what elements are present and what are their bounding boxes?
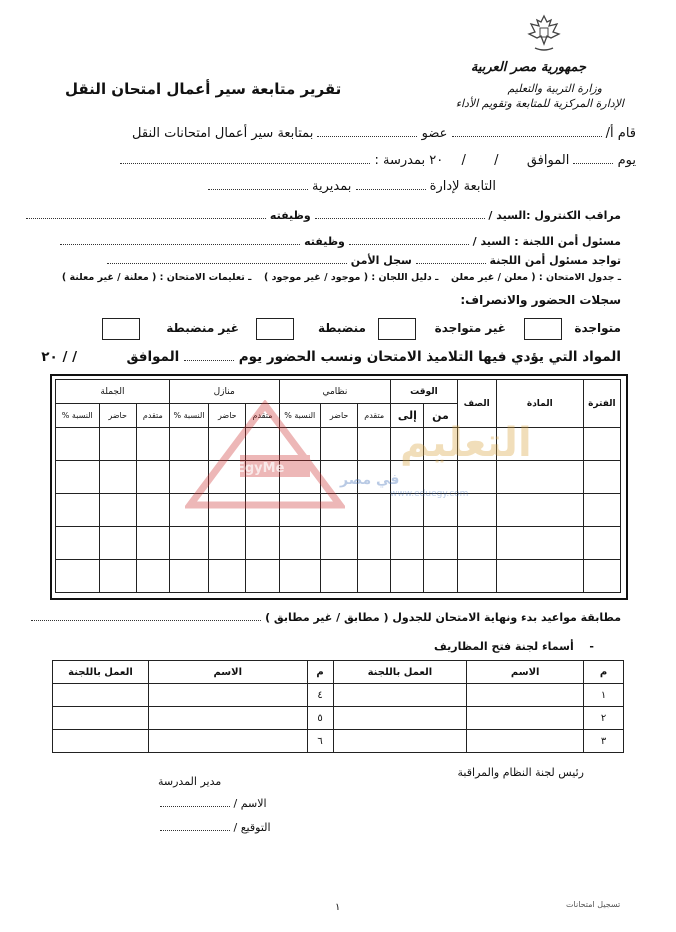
col-subject: المادة (496, 380, 583, 428)
committee-security-label: مسئول أمن اللجنة : السيد / (472, 235, 621, 248)
sub-present: حاضر (99, 404, 136, 428)
job-label-2: وظيفته (304, 235, 345, 248)
table-row (53, 707, 624, 730)
not-disciplined-checkbox[interactable] (102, 318, 140, 340)
env-col-num-right: م (584, 661, 624, 684)
not-present-checkbox[interactable] (378, 318, 416, 340)
job-label-1: وظيفته (269, 209, 311, 222)
exam-instructions-label: ـ تعليمات الامتحان : ( معلنة / غير معلنة ) (61, 272, 252, 283)
watermark-logo: EgyMe (236, 461, 285, 476)
env-col-work-right: العمل باللجنة (333, 661, 467, 684)
env-col-name-right: الاسم (467, 661, 584, 684)
intro-line-3 (208, 179, 496, 194)
intro-qam: قام أ/ (605, 126, 636, 141)
col-regular: نظامي (279, 380, 391, 404)
intro-member: عضو (421, 126, 448, 141)
table-row (56, 527, 621, 560)
exam-info-line (62, 272, 621, 283)
watermark-text-1: التعليم (400, 420, 532, 466)
intro-line-2 (120, 153, 636, 168)
subjects-heading-text: المواد التي يؤدي فيها التلاميذ الامتحان ونسب الحضور يوم (238, 349, 621, 365)
ministry-line-2: وزارة التربية والتعليم (507, 82, 602, 95)
committee-security-line (60, 235, 621, 248)
env-num: ٦ (307, 730, 333, 753)
attendance-records-label: سجلات الحضور والانصراف: (460, 293, 621, 307)
env-col-name-left: الاسم (148, 661, 307, 684)
subjects-heading-date: / / ٢٠ (41, 349, 78, 365)
name-label: الاسم / (233, 797, 267, 810)
env-num: ١ (584, 684, 624, 707)
sub-percent: النسبة % (56, 404, 100, 428)
control-monitor-label: مراقب الكنترول :السيد / (488, 209, 621, 222)
sub-applicant: متقدم (246, 404, 279, 428)
ministry-line-3: الإدارة المركزية للمتابعة وتقويم الأداء (455, 97, 624, 110)
intro-slash-2: / (461, 153, 466, 168)
matching-line (31, 611, 621, 624)
col-home: منازل (169, 380, 279, 404)
chair-label: رئيس لجنة النظام والمراقبة (457, 766, 584, 779)
sign-line (160, 821, 271, 834)
security-record-label: سجل الأمن (350, 254, 412, 267)
envelope-bullet: - (589, 640, 594, 653)
col-time: الوقت (391, 380, 457, 404)
env-col-num-left: م (307, 661, 333, 684)
committee-guide-label: ـ دليل اللجان : ( موجود / غير موجود ) (264, 272, 439, 283)
sub-present: حاضر (320, 404, 357, 428)
disciplined-checkbox[interactable] (256, 318, 294, 340)
sub-percent: النسبة % (279, 404, 320, 428)
env-num: ٤ (307, 684, 333, 707)
envelope-committee-table (52, 660, 624, 753)
not-present-label: غير متواجدة (434, 321, 506, 335)
intro-day: يوم (617, 153, 636, 168)
table-row (53, 684, 624, 707)
control-monitor-line (26, 209, 621, 222)
security-presence-label: تواجد مسئول أمن اللجنة (489, 254, 621, 267)
sub-present: حاضر (209, 404, 246, 428)
watermark-text-2: في مصر (340, 472, 400, 488)
col-period: الفترة (583, 380, 620, 428)
col-to: إلى (391, 404, 424, 428)
page-number: ١ (335, 902, 341, 913)
env-num: ٢ (584, 707, 624, 730)
watermark-triangle-icon (185, 400, 345, 510)
footer-tag: تسجيل امتحانات (566, 900, 621, 909)
intro-school: ٢٠ بمدرسة : (374, 153, 444, 168)
col-grade: الصف (457, 380, 496, 428)
envelope-heading-text: أسماء لجنة فتح المظاريف (434, 640, 574, 653)
sign-label: التوقيع / (233, 821, 271, 834)
egypt-eagle-emblem-icon (527, 14, 561, 54)
table-row (53, 730, 624, 753)
name-line (160, 797, 267, 810)
table-row (56, 560, 621, 593)
subjects-heading (41, 349, 621, 365)
page-title: تقرير متابعة سير أعمال امتحان النقل (65, 80, 342, 98)
present-label: متواجدة (574, 321, 621, 335)
sub-applicant: متقدم (358, 404, 391, 428)
env-num: ٣ (584, 730, 624, 753)
env-num: ٥ (307, 707, 333, 730)
not-disciplined-label: غير منضبطة (166, 321, 239, 335)
env-col-work-left: العمل باللجنة (53, 661, 149, 684)
disciplined-label: منضبطة (317, 321, 366, 335)
security-presence-line (107, 254, 621, 267)
intro-line-1 (132, 126, 636, 141)
watermark-site: www.eduegy.com (390, 489, 469, 499)
principal-label: مدير المدرسة (158, 775, 222, 788)
intro-slash-1: / (494, 153, 499, 168)
intro-following: بمتابعة سير أعمال امتحانات النقل (132, 126, 314, 141)
matching-label: مطابقة مواعيد بدء ونهاية الامتحان للجدول ( مطابق / غير مطابق ) (265, 611, 621, 624)
intro-admin: التابعة لإدارة (429, 179, 496, 194)
exam-schedule-label: ـ جدول الامتحان : ( معلن / غير معلن (450, 272, 621, 283)
col-from: من (424, 404, 457, 428)
sub-percent: النسبة % (169, 404, 208, 428)
intro-agree: الموافق (526, 153, 570, 168)
subjects-heading-agree: الموافق (126, 349, 180, 365)
envelope-heading (434, 640, 594, 653)
present-checkbox[interactable] (524, 318, 562, 340)
col-total: الجملة (56, 380, 170, 404)
sub-applicant: متقدم (136, 404, 169, 428)
intro-directorate: بمديرية (312, 179, 352, 194)
ministry-line-1: جمهورية مصر العربية (470, 60, 586, 75)
